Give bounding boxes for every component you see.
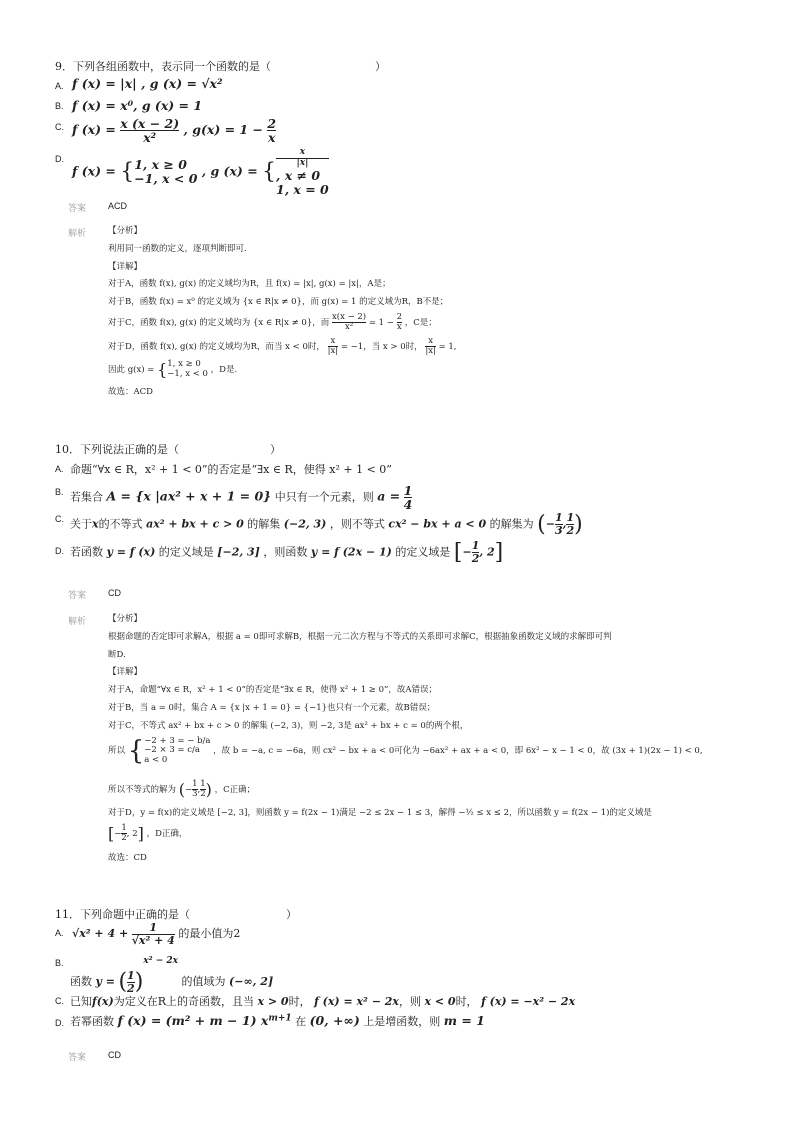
q10-c-d: ，则不等式 — [329, 517, 385, 531]
q10-conclusion: 故选：CD — [108, 853, 147, 863]
q10-c-d1: 3 — [554, 524, 563, 537]
q9-conclusion: 故选：ACD — [108, 387, 153, 397]
q9-answer: ACD — [108, 201, 128, 211]
q11-stem: 11．下列命题中正确的是（ — [55, 908, 190, 921]
q9-line-c-d2: x — [396, 321, 402, 332]
q11-a-root: √x² + 4 + — [72, 927, 129, 941]
q11-option-a-label: A. — [55, 928, 64, 938]
q10-b-c: a = — [377, 488, 401, 504]
q9-c-fraction — [120, 117, 179, 144]
q10-c-set: (−2, 3) — [283, 517, 327, 531]
q10-stem: 10．下列说法正确的是（ — [55, 443, 179, 456]
q10-d-c: ，则函数 — [263, 545, 308, 559]
q11-d-m: m = 1 — [443, 1013, 485, 1028]
q9-c-fraction2 — [267, 117, 276, 144]
q11-d-b: 在 — [295, 1015, 307, 1028]
q10-option-b-text — [70, 484, 412, 511]
q10-close-paren: ） — [270, 443, 281, 456]
q9-stem-text: 9．下列各组函数中，表示同一个函数的是（ — [55, 60, 271, 73]
q11-close-paren: ） — [286, 908, 297, 921]
q10-option-c-text: 关于x的不等式 ax² + bx + c > 0 的解集 (−2, 3) ，则不等式 cx² − bx + a < 0 的解集为 (− $\frac{1}{3}$ , $\frac{1}{2}$ ) — [70, 511, 583, 537]
q9-answer-label: 答案 — [68, 204, 87, 214]
q10-c-e: 的解集为 — [489, 517, 534, 531]
q9-line-c-den: x² — [332, 322, 366, 332]
q10-line-5: 所以不等式的解为 (− $\frac{1}{3}$ , $\frac{1}{2}$ ) ，C正确； — [108, 779, 256, 800]
q11-option-c-label: C. — [55, 996, 64, 1006]
q10-l4-a: 所以 — [108, 745, 126, 756]
q11-option-b-text: 函数 y = ( $\frac{1}{2}$ )$^{x^2 - 2x}$ 的值域为 (−∞, 2] — [70, 956, 274, 995]
q10-d-a: 若函数 — [70, 545, 103, 559]
q9-option-a-label: A. — [55, 81, 64, 91]
q10-c-c: 的解集 — [247, 517, 281, 531]
q10-option-d-text: 若函数 y = f (x) 的定义域是 [−2, 3] ，则函数 y = f (2x − 1) 的定义域是 [− $\frac{1}{2}$ , 2] — [70, 539, 504, 565]
q10-line-1: 对于A，命题“∀x ∈ R，x² + 1 < 0”的否定是“∃x ∈ R，使得 x² + 1 ≥ 0”，故A错误； — [108, 685, 438, 695]
q10-b-den: 4 — [403, 497, 413, 513]
q9-option-a-expr: f (x) = |x| , g (x) = √x² — [72, 76, 223, 91]
q10-option-a-label: A. — [55, 464, 64, 474]
q10-option-d-label: D. — [55, 546, 64, 556]
q10-line-6: 对于D，y = f(x)的定义域是 [−2, 3]，则函数 y = f(2x − 1)满足 −2 ≤ 2x − 1 ≤ 3，解得 −½ ≤ x ≤ 2，所以函数 y = f(2x − 1)的定义域是 — [108, 808, 652, 818]
q9-line-d-frac2 — [425, 337, 436, 356]
q9-option-c-label: C. — [55, 122, 64, 132]
q9-fenxi-text: 利用同一函数的定义，逐项判断即可. — [108, 244, 247, 254]
q11-b-tail: 的值域为 — [181, 975, 226, 988]
q9-d-gfrac — [276, 148, 329, 169]
q9-line-d — [108, 337, 457, 356]
q9-c-den: x² — [120, 130, 179, 144]
q10-l5-frac1 — [192, 780, 197, 799]
q11-c-f: f(x) — [92, 995, 114, 1008]
q11-c-e2: f (x) = −x² − 2x — [481, 995, 576, 1008]
q9-line-c-c: ，C是； — [404, 317, 437, 328]
q9-d-g2: 1, x = 0 — [276, 181, 329, 197]
q11-d-a: 若幂函数 — [70, 1015, 114, 1028]
q11-b-f: y = — [95, 975, 115, 988]
q9-d-case2: −1, x < 0 — [134, 171, 198, 187]
q11-d-exp: m+1 — [268, 1013, 292, 1024]
q10-d-dom: [−2, 3] — [217, 545, 260, 559]
q11-b-range: (−∞, 2] — [229, 975, 274, 988]
q10-answer: CD — [108, 588, 121, 598]
q10-fenxi-1: 根据命题的否定即可求解A，根据 a = 0即可求解B，根据一元二次方程与不等式的关系即可求解C，根据抽象函数定义域的求解即可判 — [108, 632, 612, 642]
q10-c-ineq2: cx² − bx + a < 0 — [388, 517, 487, 531]
q10-l5-n2: 1 — [200, 779, 206, 790]
q11-a-den: √x² + 4 — [131, 933, 175, 947]
q9-line-a: 对于A，函数 f(x), g(x) 的定义域均为R，且 f(x) = |x|, g(x) = |x|，A是； — [108, 279, 391, 289]
q10-l5-d1: 3 — [192, 789, 198, 800]
q9-line-c — [108, 313, 437, 332]
q10-c-frac1 — [555, 512, 563, 536]
q10-l7-b: ，D正确， — [146, 829, 188, 840]
q10-option-c-label: C. — [55, 514, 64, 524]
q10-l4-cases — [144, 737, 210, 765]
q10-l7-d: 2 — [121, 833, 127, 844]
q10-c-d2: 2 — [566, 524, 575, 537]
q9-analysis-label: 解析 — [68, 229, 87, 239]
q10-d-n: 1 — [471, 539, 480, 553]
q9-c-num: x (x − 2) — [120, 116, 180, 131]
q11-b-exp: x² − 2x — [143, 956, 179, 966]
q9-xiangjie-heading: 【详解】 — [108, 262, 143, 272]
q11-option-d-label: D. — [55, 1018, 64, 1028]
q10-l7-tail: , 2 — [126, 829, 138, 840]
q9-line-e-b: ，D是. — [210, 365, 238, 376]
q9-line-d-d2: |x| — [425, 345, 436, 356]
q9-line-c-b: = 1 − — [368, 317, 394, 328]
q9-d-cases — [134, 158, 197, 186]
q10-line-7: [− $\frac{1}{2}$ , 2] ，D正确， — [108, 823, 188, 844]
q10-l5-a: 所以不等式的解为 — [108, 785, 177, 796]
q9-line-e-c1: 1, x ≥ 0 — [167, 359, 201, 370]
q11-d-f: f (x) = (m² + m − 1) x — [117, 1013, 269, 1028]
q11-c-c1: x > 0 — [257, 995, 289, 1008]
q9-d-gnum: x — [299, 147, 306, 157]
q9-c-den2: x — [267, 130, 276, 146]
q10-b-a: 若集合 — [70, 490, 103, 504]
q10-c-b: 的不等式 — [98, 517, 143, 531]
q9-line-d-a: 对于D，函数 f(x), g(x) 的定义域均为R，而当 x < 0时， — [108, 341, 325, 352]
q10-c-n1: 1 — [554, 511, 563, 525]
q10-line-4: 所以 { −2 + 3 = − b/a −2 × 3 = c/a a < 0 ，故 b = −a, c = −6a，则 cx² − bx + a < 0可化为 −6ax² + ax + a < 0，即 6x² − x − 1 < 0，故 (3x + 1)(2x − 1) < 0, — [108, 736, 703, 767]
q10-d-tail: , 2 — [479, 545, 495, 559]
q10-l5-n1: 1 — [192, 779, 198, 790]
q11-option-a-text — [72, 922, 240, 946]
q11-option-c-text — [70, 993, 575, 1009]
q9-d-mid: , g (x) = — [201, 163, 258, 179]
q9-d-gden: |x| — [276, 158, 329, 169]
q9-line-d-frac1 — [328, 337, 339, 356]
q10-d-g: y = f (2x − 1) — [310, 545, 392, 559]
q10-l4-c3: a < 0 — [144, 754, 168, 765]
q9-fenxi-heading: 【分析】 — [108, 226, 143, 236]
q10-b-num: 1 — [403, 483, 413, 498]
q10-xiangjie-heading: 【详解】 — [108, 667, 143, 677]
q10-d-b: 的定义域是 — [158, 545, 214, 559]
q9-line-c-frac — [332, 313, 366, 332]
q9-line-b: 对于B，函数 f(x) = x⁰ 的定义域为 {x ∈ R|x ≠ 0}，而 g(x) = 1 的定义域为R，B不是； — [108, 297, 449, 307]
q9-option-d-label: D. — [55, 154, 64, 164]
q10-b-b: 中只有一个元素，则 — [274, 490, 374, 504]
q10-fenxi-heading: 【分析】 — [108, 614, 143, 624]
q9-line-e-c2: −1, x < 0 — [167, 368, 208, 379]
q9-d-gcases — [276, 148, 329, 196]
q10-l4-c1: −2 + 3 = − b/a — [144, 736, 211, 746]
q9-option-d-expr: f (x) = { 1, x ≥ 0 −1, x < 0 , g (x) = { x |x| , x ≠ 0 1, x = 0 — [72, 147, 329, 197]
q11-d-int: (0, +∞) — [309, 1013, 360, 1028]
q10-b-frac — [404, 484, 413, 511]
q10-c-a: 关于 — [70, 517, 92, 531]
q10-c-ineq: ax² + bx + c > 0 — [146, 517, 244, 531]
q9-d-case1: 1, x ≥ 0 — [134, 157, 187, 173]
q10-option-b-label: B. — [55, 487, 64, 497]
q9-stem — [55, 58, 271, 74]
q11-answer-label: 答案 — [68, 1053, 87, 1063]
q9-line-c-a: 对于C，函数 f(x), g(x) 的定义域均为 {x ∈ R|x ≠ 0}，而 — [108, 317, 330, 328]
q11-b-a: 函数 — [70, 975, 92, 988]
q9-line-c-n2: 2 — [396, 312, 403, 322]
q10-c-x: x — [92, 517, 99, 531]
q10-d-f: y = f (x) — [106, 545, 156, 559]
q9-option-b-expr: f (x) = x⁰, g (x) = 1 — [72, 98, 203, 113]
q10-option-a-text: 命题“∀x ∈ R，x² + 1 < 0”的否定是“∃x ∈ R，使得 x² + 1 < 0” — [70, 463, 392, 476]
q11-b-d: 2 — [127, 981, 135, 995]
q9-line-d-n1: x — [330, 336, 336, 346]
q10-analysis-label: 解析 — [68, 617, 87, 627]
q11-a-frac — [132, 922, 175, 946]
q9-close-paren: ） — [375, 60, 386, 73]
q11-a-tail: 的最小值为2 — [178, 927, 241, 941]
q10-line-3: 对于C，不等式 ax² + bx + c > 0 的解集 (−2, 3)，则 −2, 3是 ax² + bx + c = 0的两个根， — [108, 721, 469, 731]
q9-d-gtail: , x ≠ 0 — [276, 167, 321, 183]
q10-d-d: 的定义域是 — [395, 545, 451, 559]
q11-d-c: 上是增函数，则 — [363, 1015, 441, 1028]
q11-option-d-text — [70, 1013, 485, 1029]
q10-l7-n: 1 — [121, 823, 127, 834]
q11-c-c: 时， — [288, 995, 311, 1008]
q9-line-d-d1: |x| — [327, 345, 339, 356]
q11-c-d: ，则 — [398, 995, 421, 1008]
q11-answer: CD — [108, 1050, 121, 1060]
q9-line-e-cases — [167, 360, 208, 379]
q9-line-d-c: = 1, — [438, 341, 457, 352]
q9-line-c-frac2 — [397, 313, 402, 332]
q9-line-e-a: 因此 g(x) = — [108, 365, 155, 376]
q10-fenxi-2: 断D. — [108, 650, 126, 660]
q9-line-d-b: = −1，当 x > 0时， — [340, 341, 423, 352]
q10-l4-c2: −2 × 3 = c/a — [144, 745, 200, 756]
q9-c-num2: 2 — [267, 116, 277, 131]
q9-line-e: 因此 g(x) = { 1, x ≥ 0 −1, x < 0 ，D是. — [108, 359, 238, 379]
q10-l5-b: ，C正确； — [214, 785, 256, 796]
q11-c-e1: f (x) = x² − 2x — [314, 995, 399, 1008]
q9-line-c-num: x(x − 2) — [331, 312, 367, 322]
q10-l4-b: ，故 b = −a, c = −6a，则 cx² − bx + a < 0可化为 −6ax² + ax + a < 0，即 6x² − x − 1 < 0，故 (3x + 1)(2x − 1) < 0, — [213, 745, 703, 756]
q11-b-n: 1 — [127, 968, 135, 982]
q11-option-b-label: B. — [55, 958, 64, 968]
q9-c-left: f (x) = — [72, 122, 116, 138]
q9-d-left: f (x) = — [72, 163, 116, 179]
q9-option-b-label: B. — [55, 101, 64, 111]
q11-a-num: 1 — [149, 921, 158, 934]
q10-b-expr: A = {x |ax² + x + 1 = 0} — [106, 488, 272, 504]
q10-c-n2: 1 — [566, 511, 575, 525]
q10-l5-d2: 2 — [200, 789, 206, 800]
q11-c-b: 为定义在R上的奇函数，且当 — [113, 995, 254, 1008]
q10-c-frac2 — [566, 512, 574, 536]
q9-line-d-n2: x — [428, 336, 433, 346]
q11-c-c2: x < 0 — [424, 995, 456, 1008]
q10-d-den: 2 — [471, 552, 480, 565]
q10-line-2: 对于B，当 a = 0时，集合 A = {x |x + 1 = 0} = {−1}也只有一个元素，故B错误； — [108, 703, 436, 713]
q11-c-a: 已知 — [70, 995, 92, 1008]
q11-c-e: 时， — [455, 995, 478, 1008]
q11-b-frac — [127, 970, 135, 994]
q9-option-c-expr — [72, 117, 276, 144]
q10-answer-label: 答案 — [68, 591, 87, 601]
q9-c-mid: , g(x) = 1 − — [183, 122, 263, 138]
